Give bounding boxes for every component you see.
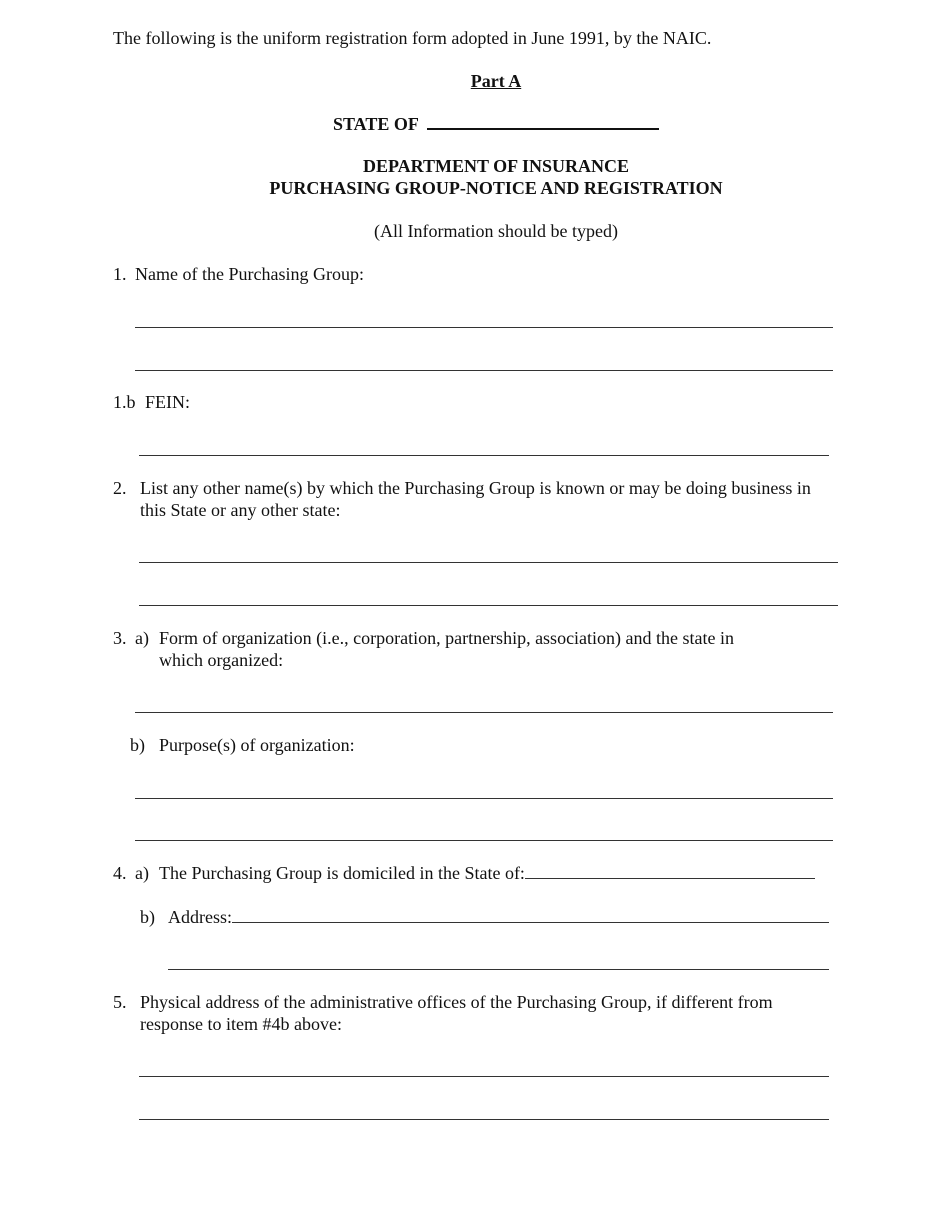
other-names-field-line-1[interactable] (139, 562, 838, 563)
item-1b-number: 1.b (113, 392, 136, 412)
typing-instruction: (All Information should be typed) (374, 221, 618, 241)
group-name-field-line-1[interactable] (135, 327, 833, 328)
item-3-number: 3. (113, 628, 127, 648)
state-of-field[interactable] (427, 128, 659, 130)
item-3b-marker: b) (130, 735, 145, 755)
item-4-number: 4. (113, 863, 127, 883)
admin-address-field-line-2[interactable] (139, 1119, 829, 1120)
item-1b-label: FEIN: (145, 392, 190, 412)
state-of-label: STATE OF (333, 114, 419, 134)
organization-form-field-line[interactable] (135, 712, 833, 713)
admin-address-field-line-1[interactable] (139, 1076, 829, 1077)
department-title: DEPARTMENT OF INSURANCE (362, 156, 630, 176)
purpose-field-line-1[interactable] (135, 798, 833, 799)
item-3b-label: Purpose(s) of organization: (159, 735, 355, 755)
fein-field-line[interactable] (139, 455, 829, 456)
item-4a-row (159, 863, 815, 884)
state-of-row (333, 114, 659, 135)
group-name-field-line-2[interactable] (135, 370, 833, 371)
item-2-label-line-2: this State or any other state: (140, 500, 341, 520)
item-4b-marker: b) (140, 907, 155, 927)
intro-text: The following is the uniform registration form adopted in June 1991, by the NAIC. (113, 28, 712, 48)
item-2-number: 2. (113, 478, 127, 498)
address-field-line-1[interactable] (232, 922, 829, 923)
item-4b-label: Address: (168, 907, 232, 927)
item-5-label-line-1: Physical address of the administrative offices of the Purchasing Group, if different from (140, 992, 773, 1012)
part-title: Part A (470, 71, 522, 91)
item-4a-marker: a) (135, 863, 149, 883)
item-2-label-line-1: List any other name(s) by which the Purchasing Group is known or may be doing business in (140, 478, 811, 498)
item-3a-marker: a) (135, 628, 149, 648)
item-4b-row (168, 907, 829, 928)
item-4a-label: The Purchasing Group is domiciled in the State of: (159, 863, 525, 883)
item-1-label: Name of the Purchasing Group: (135, 264, 364, 284)
purpose-field-line-2[interactable] (135, 840, 833, 841)
item-5-label-line-2: response to item #4b above: (140, 1014, 342, 1034)
item-3a-label-line-2: which organized: (159, 650, 284, 670)
item-5-number: 5. (113, 992, 127, 1012)
item-1-number: 1. (113, 264, 127, 284)
other-names-field-line-2[interactable] (139, 605, 838, 606)
item-3a-label-line-1: Form of organization (i.e., corporation, partnership, association) and the state in (159, 628, 735, 648)
domicile-state-field[interactable] (525, 878, 815, 879)
form-title: PURCHASING GROUP-NOTICE AND REGISTRATION (269, 178, 723, 198)
address-field-line-2[interactable] (168, 969, 829, 970)
